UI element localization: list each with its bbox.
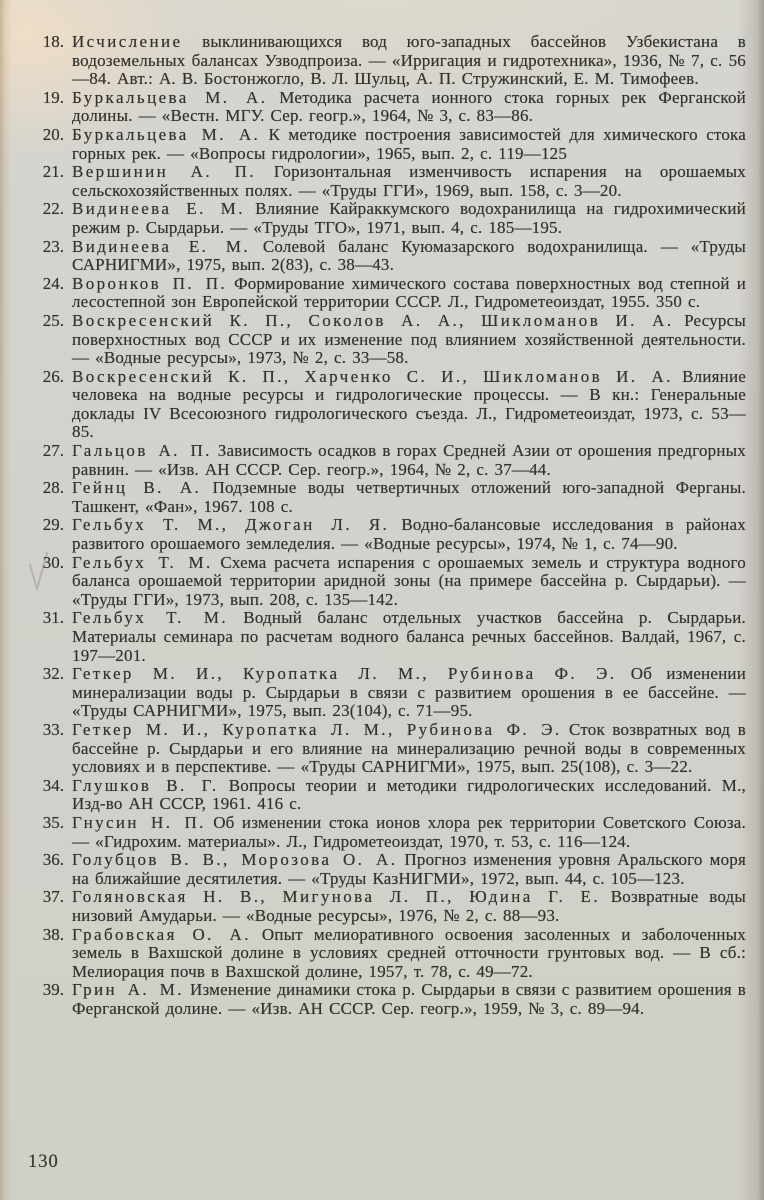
entry-text: Схема расчета испарения с орошаемых земель и структура водного баланса орошаемой территории аридной зоны (на примере бассейна р. Сырдарьи). — «Труды ГГИ», 1973, вып. 208, с. 135—142. [72,552,746,609]
entry-authors: Видинеева Е. М. [72,199,245,219]
bib-entry [30,312,746,368]
bib-entry [30,888,746,925]
entry-number: 21. [42,162,64,182]
entry-text: Прогноз изменения уровня Аральского моря на ближайшие десятилетия. — «Труды КазНИГМИ», 1972, вып. 44, с. 105—123. [72,850,746,888]
entry-number: 24. [42,273,64,293]
entry-text: Влияние человека на водные ресурсы и гидрологические процессы. — В кн.: Генеральные доклады IV Всесоюзного гидрологического съезда. Л., Гидрометеоиздат, 1973, с. 53—85. [72,366,747,442]
entry-number: 30. [42,552,64,572]
entry-number: 32. [42,664,64,684]
bib-entry [30,981,746,1018]
entry-text: Сток возвратных вод в бассейне р. Сырдарьи и его влияние на минерализацию речной воды в современных условиях и в перспективе. — «Труды САРНИГМИ», 1975, вып. 25(108), с. 3—22. [72,719,746,777]
entry-authors: Гельбух Т. М. [72,552,213,572]
entry-number: 33. [42,719,64,739]
entry-authors: Вершинин А. П. [72,162,256,182]
entry-number: 39. [42,980,64,1000]
entry-number: 20. [42,124,64,144]
entry-number: 19. [42,87,64,107]
entry-authors: Глушков В. Г. [72,775,219,795]
entry-number: 18. [42,32,64,51]
entry-number: 37. [42,887,64,907]
bibliography-list [30,33,746,1018]
bib-entry [30,238,746,275]
entry-text: Возвратные воды низовий Амударьи. — «Водные ресурсы», 1976, № 2, с. 88—93. [72,887,746,925]
entry-authors: Исчисление [72,32,183,51]
bib-entry [30,721,746,777]
entry-authors: Грабовская О. А. [72,924,251,944]
entry-authors: Воронков П. П. [72,273,228,293]
entry-authors: Гейнц В. А. [72,478,202,498]
bib-entry [30,442,746,479]
bib-entry [30,126,746,163]
bib-entry [30,777,746,814]
entry-text: Зависимость осадков в горах Средней Азии от орошения предгорных равнин. — «Изв. АН СССР. Сер. геогр.», 1964, № 2, с. 37—44. [72,441,746,479]
entry-text: К методике построения зависимостей для химического стока горных рек. — «Вопросы гидрологии», 1965, вып. 2, с. 119—125 [72,124,746,163]
entry-text: Влияние Кайраккумского водохранилища на гидрохимический режим р. Сырдарьи. — «Труды ТГО», 1971, вып. 4, с. 185—195. [72,199,746,237]
entry-authors: Гельбух Т. М., Джоган Л. Я. [72,515,390,535]
entry-number: 35. [42,812,64,832]
entry-text: выклинивающихся вод юго-западных бассейнов Узбекистана в водоземельных балансах Узводпроиза. — «Ирригация и гидротехника», 1936, № 7, с. 56—84. Авт.: А. В. Бостонжогло, В. Л. Шульц, А. П. Стружинский, Е. М. Тимофеев. [72,32,746,89]
bib-entry [30,516,746,553]
entry-text: Опыт мелиоративного освоения засоленных и заболоченных земель в Вахшской долине в условиях средней отточности грунтовых вод. — В сб.: Мелиорация почв в Вахшской долине, 1957, т. 78, с. 49—72. [72,924,747,981]
entry-authors: Воскресенский К. П., Харченко С. И., Шикломанов И. А. [72,366,673,386]
bib-entry [30,851,746,888]
entry-authors: Буркальцева М. А. [72,124,261,144]
entry-text: Солевой баланс Куюмазарского водохранилища. — «Труды САРНИГМИ», 1975, вып. 2(83), с. 38—43. [72,236,746,275]
bib-entry [30,665,746,721]
bib-entry [30,554,746,610]
entry-number: 25. [42,310,64,330]
entry-number: 38. [42,924,64,944]
entry-number: 27. [42,441,64,461]
entry-text: Формирование химического состава поверхностных вод степной и лесостепной зон Европейской территории СССР. Л., Гидрометеоиздат, 1955. 350 с. [72,273,747,312]
bib-entry [30,33,746,89]
entry-text: Методика расчета ионного стока горных рек Ферганской долины. — «Вестн. МГУ. Сер. геогр.», 1964, № 3, с. 83—86. [72,87,746,126]
entry-authors: Геткер М. И., Куропатка Л. М., Рубинова Ф. Э. [72,719,562,739]
entry-number: 29. [42,515,64,535]
entry-text: Водно-балансовые исследования в районах развитого орошаемого земледелия. — «Водные ресурсы», 1974, № 1, с. 74—90. [72,515,747,554]
entry-authors: Голяновская Н. В., Мигунова Л. П., Юдина Г. Е. [72,887,600,907]
entry-number: 28. [42,478,64,498]
entry-text: Об изменении стока ионов хлора рек территории Советского Союза. — «Гидрохим. материалы». Л., Гидрометеоиздат, 1970, т. 53, с. 116—124. [72,812,747,851]
entry-authors: Гальцов А. П. [72,441,212,461]
entry-number: 22. [42,199,64,219]
bib-entry [30,814,746,851]
entry-number: 34. [42,775,64,795]
entry-text: Ресурсы поверхностных вод СССР и их изменение под влиянием хозяйственной деятельности. — «Водные ресурсы», 1973, № 2, с. 33—58. [72,310,746,368]
entry-text: Подземные воды четвертичных отложений юго-западной Ферганы. Ташкент, «Фан», 1967. 108 с. [72,478,746,516]
entry-authors: Голубцов В. В., Морозова О. А. [72,850,398,870]
entry-number: 36. [42,850,64,870]
entry-number: 31. [42,608,64,628]
entry-authors: Грин А. М. [72,980,184,1000]
entry-authors: Видинеева Е. М. [72,236,251,256]
entry-text: Горизонтальная изменчивость испарения на орошаемых сельскохозяйственных полях. — «Труды ГГИ», 1969, вып. 158, с. 3—20. [72,162,746,200]
entry-text: Изменение динамики стока р. Сырдарьи в связи с развитием орошения в Ферганской долине. — «Изв. АН СССР. Сер. геогр.», 1959, № 3, с. 89—94. [72,980,746,1018]
bib-entry [30,163,746,200]
page-number: 130 [28,1152,59,1172]
entry-authors: Буркальцева М. А. [72,87,268,107]
bib-entry [30,609,746,665]
bib-entry [30,275,746,312]
entry-number: 23. [42,236,64,256]
bib-entry [30,479,746,516]
entry-authors: Геткер М. И., Куропатка Л. М., Рубинова Ф. Э. [72,664,617,684]
bib-entry [30,200,746,237]
entry-authors: Гельбух Т. М. [72,608,228,628]
bib-entry [30,89,746,126]
entry-authors: Воскресенский К. П., Соколов А. А., Шикломанов И. А. [72,310,674,330]
entry-text: Вопросы теории и методики гидрологических исследований. М., Изд-во АН СССР, 1961. 416 с. [72,775,746,814]
bib-entry [30,926,746,982]
entry-text: Водный баланс отдельных участков бассейна р. Сырдарьи. Материалы семинара по расчетам водного баланса речных бассейнов. Валдай, 1967, с. 197—201. [72,608,746,665]
entry-text: Об изменении минерализации воды р. Сырдарьи в связи с развитием орошения в ее бассейне. — «Труды САРНИГМИ», 1975, вып. 23(104), с. 71—95. [72,664,746,721]
entry-number: 26. [42,366,64,386]
entry-authors: Гнусин Н. П. [72,812,206,832]
bib-entry [30,368,746,442]
